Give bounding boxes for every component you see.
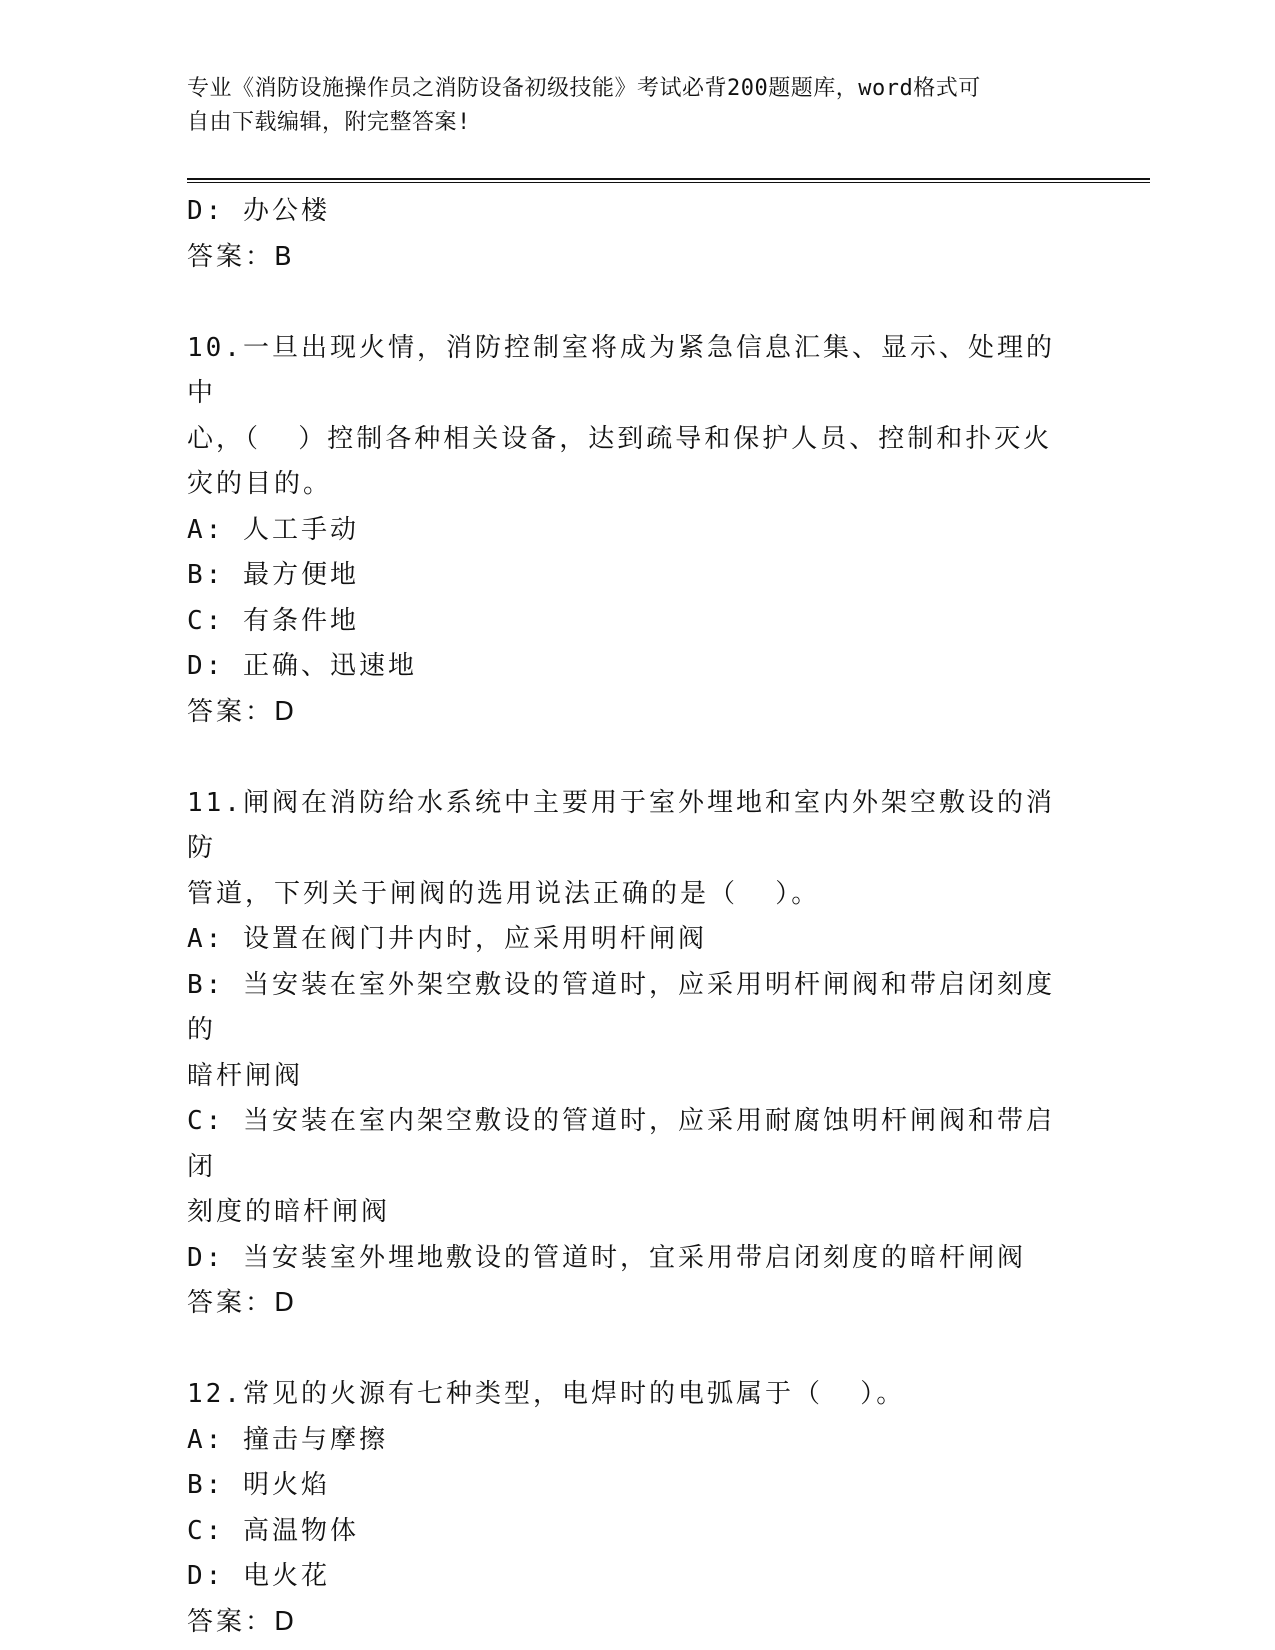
question-stem: 心，（ ）控制各种相关设备，达到疏导和保护人员、控制和扑灭火	[187, 423, 1053, 454]
question-stem: 灾的目的。	[187, 469, 333, 499]
header-divider-thin	[187, 182, 1150, 183]
header-line-1: 专业《消防设施操作员之消防设备初级技能》考试必背200题题库，word格式可	[187, 76, 981, 101]
option-a: A: 设置在阀门井内时，应采用明杆闸阀	[187, 924, 707, 954]
previous-question-tail	[187, 189, 1077, 280]
answer: 答案：D	[187, 1606, 298, 1637]
question-stem: 10.一旦出现火情，消防控制室将成为紧急信息汇集、显示、处理的中	[187, 332, 1055, 408]
option-c: C: 有条件地	[187, 605, 359, 636]
spacer	[187, 1327, 1077, 1373]
spacer	[187, 735, 1077, 781]
option-b: B: 明火焰	[187, 1470, 330, 1500]
question-stem: 管道，下列关于闸阀的选用说法正确的是（ ）。	[187, 878, 821, 909]
option-a: A: 人工手动	[187, 514, 359, 545]
question-stem: 11.闸阀在消防给水系统中主要用于室外埋地和室内外架空敷设的消防	[187, 787, 1055, 863]
option-b: B: 当安装在室外架空敷设的管道时，应采用明杆闸阀和带启闭刻度的	[187, 969, 1055, 1045]
question-stem: 12.常见的火源有七种类型，电焊时的电弧属于（ ）。	[187, 1379, 906, 1409]
question-12	[187, 1372, 1077, 1645]
option-d: D: 正确、迅速地	[187, 651, 417, 681]
option-c-continued: 刻度的暗杆闸阀	[187, 1197, 391, 1227]
answer: 答案：D	[187, 696, 298, 727]
answer: 答案：D	[187, 1288, 298, 1318]
page-header	[187, 72, 1087, 140]
question-10	[187, 326, 1077, 736]
header-divider-thick	[187, 178, 1150, 180]
answer: 答案：B	[187, 241, 295, 272]
option-c: C: 当安装在室内架空敷设的管道时，应采用耐腐蚀明杆闸阀和带启闭	[187, 1106, 1055, 1182]
option-b-continued: 暗杆闸阀	[187, 1060, 304, 1091]
spacer	[187, 280, 1077, 326]
option-d: D: 当安装室外埋地敷设的管道时，宜采用带启闭刻度的暗杆闸阀	[187, 1242, 1026, 1273]
option-d: D: 电火花	[187, 1561, 330, 1591]
header-line-2: 自由下载编辑，附完整答案!	[187, 110, 471, 135]
option-b: B: 最方便地	[187, 560, 359, 590]
option-d: D: 办公楼	[187, 196, 330, 226]
option-c: C: 高温物体	[187, 1515, 359, 1546]
option-a: A: 撞击与摩擦	[187, 1424, 388, 1455]
question-list	[187, 189, 1077, 1645]
question-11	[187, 781, 1077, 1327]
